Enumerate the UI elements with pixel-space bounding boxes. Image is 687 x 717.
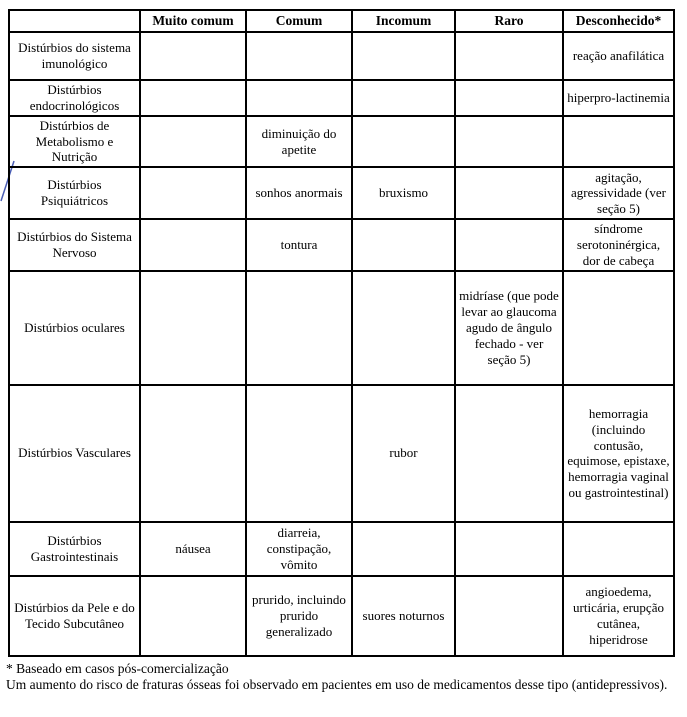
cell-desconhecido: angioedema, urticária, erupção cutânea, hiperidrose	[563, 576, 674, 656]
table-header-row	[9, 10, 674, 32]
cell-comum	[246, 32, 352, 80]
header-cell-muito-comum: Muito comum	[140, 10, 246, 32]
table-row	[9, 80, 674, 116]
cell-desconhecido: reação anafilática	[563, 32, 674, 80]
cell-muito-comum	[140, 271, 246, 385]
cell-incomum	[352, 80, 455, 116]
cell-raro: midríase (que pode levar ao glaucoma agudo de ângulo fechado - ver seção 5)	[455, 271, 563, 385]
table-body	[9, 32, 674, 656]
cell-incomum	[352, 32, 455, 80]
row-category: Distúrbios Gastrointestinais	[9, 522, 140, 576]
header-cell-comum: Comum	[246, 10, 352, 32]
cell-desconhecido: hemorragia (incluindo contusão, equimose, epistaxe, hemorragia vaginal ou gastrointestinal)	[563, 385, 674, 522]
cell-desconhecido	[563, 271, 674, 385]
cell-desconhecido	[563, 522, 674, 576]
cell-desconhecido	[563, 116, 674, 168]
header-cell-incomum: Incomum	[352, 10, 455, 32]
cell-incomum	[352, 219, 455, 271]
cell-incomum: rubor	[352, 385, 455, 522]
cell-muito-comum	[140, 116, 246, 168]
adverse-reactions-table	[8, 9, 675, 657]
footnote-postmarketing: * Baseado em casos pós-comercialização	[6, 661, 229, 676]
cell-comum	[246, 271, 352, 385]
table-row	[9, 116, 674, 168]
row-category: Distúrbios do Sistema Nervoso	[9, 219, 140, 271]
row-category: Distúrbios de Metabolismo e Nutrição	[9, 116, 140, 168]
cell-comum: diminuição do apetite	[246, 116, 352, 168]
cell-comum: tontura	[246, 219, 352, 271]
cell-muito-comum	[140, 385, 246, 522]
table-header	[9, 10, 674, 32]
cell-incomum	[352, 522, 455, 576]
cell-incomum: suores noturnos	[352, 576, 455, 656]
cell-comum: prurido, incluindo prurido generalizado	[246, 576, 352, 656]
cell-desconhecido: síndrome serotoninérgica, dor de cabeça	[563, 219, 674, 271]
cell-raro	[455, 576, 563, 656]
cell-raro	[455, 167, 563, 219]
row-category: Distúrbios endocrinológicos	[9, 80, 140, 116]
cell-muito-comum	[140, 167, 246, 219]
row-category: Distúrbios do sistema imunológico	[9, 32, 140, 80]
cell-comum	[246, 80, 352, 116]
row-category: Distúrbios da Pele e do Tecido Subcutâneo	[9, 576, 140, 656]
cell-desconhecido: agitação, agressividade (ver seção 5)	[563, 167, 674, 219]
footnotes	[6, 661, 684, 693]
table-row	[9, 271, 674, 385]
cell-raro	[455, 32, 563, 80]
cell-incomum	[352, 116, 455, 168]
cell-muito-comum	[140, 32, 246, 80]
cell-muito-comum	[140, 219, 246, 271]
cell-raro	[455, 116, 563, 168]
table-row	[9, 576, 674, 656]
cell-muito-comum	[140, 80, 246, 116]
header-cell-raro: Raro	[455, 10, 563, 32]
header-cell-category	[9, 10, 140, 32]
cell-comum	[246, 385, 352, 522]
cell-incomum	[352, 271, 455, 385]
cell-raro	[455, 385, 563, 522]
table-row	[9, 167, 674, 219]
cell-raro	[455, 80, 563, 116]
cell-desconhecido: hiperpro-lactinemia	[563, 80, 674, 116]
cell-muito-comum: náusea	[140, 522, 246, 576]
table-row	[9, 219, 674, 271]
cell-muito-comum	[140, 576, 246, 656]
footnote-fractures: Um aumento do risco de fraturas ósseas foi observado em pacientes em uso de medicamentos desse tipo (antidepressivos).	[6, 677, 668, 693]
row-category: Distúrbios Vasculares	[9, 385, 140, 522]
row-category: Distúrbios oculares	[9, 271, 140, 385]
cell-raro	[455, 219, 563, 271]
header-cell-desconhecido: Desconhecido*	[563, 10, 674, 32]
table-row	[9, 522, 674, 576]
table-row	[9, 32, 674, 80]
row-category: Distúrbios Psiquiátricos	[9, 167, 140, 219]
cell-raro	[455, 522, 563, 576]
cell-comum: sonhos anormais	[246, 167, 352, 219]
cell-comum: diarreia, constipação, vômito	[246, 522, 352, 576]
table-row	[9, 385, 674, 522]
cell-incomum: bruxismo	[352, 167, 455, 219]
